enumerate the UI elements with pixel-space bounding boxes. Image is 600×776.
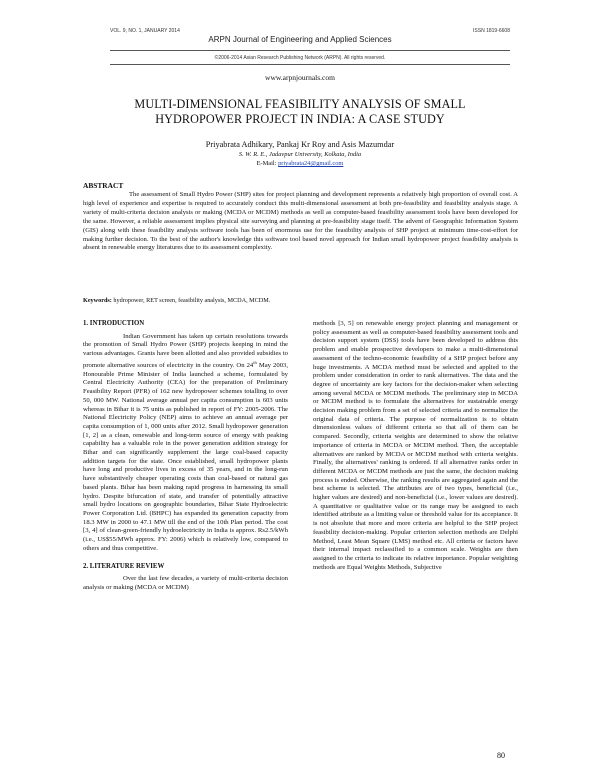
section-heading-introduction: 1. INTRODUCTION [83,320,145,327]
title-line-2: HYDROPOWER PROJECT IN INDIA: A CASE STUDY [155,112,445,126]
left-column [83,320,288,593]
page-number: 80 [497,751,505,760]
journal-website[interactable]: www.arpnjournals.com [265,73,335,82]
intro-superscript: th [253,359,257,365]
keywords-text: hydropower, RET screen, feasibility analysis, MCDA, MCDM. [111,297,271,304]
issn: ISSN 1819-6608 [473,28,510,34]
literature-paragraph: Over the last few decades, a variety of multi-criteria decision analysis or making (MCDA or MCDM) [83,575,288,591]
abstract-heading: ABSTRACT [83,181,124,190]
section-heading-literature-review: 2. LITERATURE REVIEW [83,562,165,570]
title-line-1: MULTI-DIMENSIONAL FEASIBILITY ANALYSIS OF SMALL [134,97,466,111]
introduction-paragraph [83,333,288,554]
volume-info: VOL. 9, NO. 1, JANUARY 2014 [110,28,180,34]
abstract-text: The assessment of Small Hydro Power (SHP) sites for project planning and development represents a relatively high proportion of overall cost. A high level of experience and expertise is required to accurately conduct this multi-dimensional assessment at both pre-feasibility and feasibility analysis stage. A variety of multi-criteria decision analysis or making (MCDA or MCDM) methods as well as computer-based feasibility assessment tools have been developed for the same. However, a reliable assessment implies physical site surveying and planning at pre-feasibility stage itself. The advent of Geographic Information System (GIS) along with these feasibility analysis software tools has been of enormous use for the feasibility analysis of SHP project at minimum time-cost-effort for making further decision. To the best of the author's knowledge this software tool based novel approach for Indian small hydropower project feasibility analysis is absent in renewable energy literatures due to its assessment complexity. [83,191,518,252]
right-column-paragraph: methods [3, 5] on renewable energy project planning and management or policy assessment as well as computer-based feasibility assessment tools and decision support system (DSS) tools have been developed to address this problem and enable prospective developers to make a multi-dimensional assessment of the techno-economic feasibility of a SHP project before any huge investments. A MCDA method must be selected and applied to the problem under consideration in order to rank alternatives. The data and the degree of uncertainty are key factors for the decision-maker when selecting among several MCDA or MCDM methods. The preliminary step in MCDA or MCDM method is to formulate the alternatives for sustainable energy decision making problem from a set of selected criteria and to normalize the original data of criteria. The purpose of normalization is to obtain dimensionless values of different criteria so that all of them can be compared. Secondly, criteria weights are determined to show the relative importance of criteria in MCDA or MCDM method. Then, the acceptable alternatives are ranked by MCDA or MCDM method with criteria weights. Finally, the alternatives' ranking is ordered. If all alternative ranks order in different MCDA or MCDM methods are just the same, the decision making process is ended. Otherwise, the ranking results are aggregated again and the best scheme is selected. The attributes are of two types, beneficial (i.e., higher values are desired) and non-beneficial (i.e., lower values are desired). A quantitative or qualitative value or its range may be assigned to each identified attribute as a limiting value or threshold value for its acceptance. It is not absolute that more and more criteria are helpful to the SHP project feasibility decision-making. Popular criterion selection methods are Delphi Method, Least Mean Square (LMS) method etc. All criteria or factors have their internal impact reclassified to a common scale. Weights are then assigned to the criteria to indicate its relative importance. Popular weighting methods are Equal Weights Methods, Subjective [313,320,518,571]
header-rule-top [110,50,510,51]
email-label: E-Mail: [256,160,279,167]
intro-text-a: Indian Government has taken up certain resolutions towards the promotion of Small Hydro Power (SHP) projects keeping in mind the various advantages. Grants have been allotted and also provided subsidies to promote alternative sources of electricity in the country. On 24 [83,332,288,370]
intro-text-b: May 2003, Honourable Prime Minister of India launched a scheme, formulated by Central Electricity Authority (CEA) for the preparation of Preliminary Feasibility Report (PFR) of 162 new hydropower schemes totalling to over 50, 000 MW. National average annual per capita consumption is 603 units whereas in Bihar it is 75 units as published in report of FY: 2005-2006. The National Electricity Policy (NEP) aims to achieve an annual average per capita consumption of 1, 000 units after 2012. Small hydropower generation [1, 2] as a clean, renewable and long-term source of energy with peaking capability has a valuable role in the power generation addition strategy for Bihar and can significantly supplement the large coal-based capacity addition targets for the state. Once established, small hydropower plants have long and productive lives in excess of 35 years, and in the long-run have substantively cheaper operating costs than coal-based or natural gas based plants. Bihar has been making rapid progress in harnessing its small hydro. Despite bifurcation of state, and transfer of potentially attractive small hydro locations on geographic boundaries, Bihar State Hydroelectric Power Corporation Ltd. (BHPC) has expanded its generation capacity from 18.3 MW in 2000 to 47.1 MW till the end of the 10th Plan period. The cost [3, 4] of clean-green-friendly hydroelectricity in India is approx. Rs2.5/kWh (i.e., US$55/MWh approx. FY: 2006) which is relatively low, compared to others and thus competitive. [83,362,289,552]
authors: Priyabrata Adhikary, Pankaj Kr Roy and Asis Mazumdar [205,140,395,149]
paper-title [0,97,600,127]
affiliation: S. W. R. E., Jadavpur University, Kolkata, India [238,151,362,158]
keywords-label: Keywords: [83,297,112,304]
journal-name: ARPN Journal of Engineering and Applied Sciences [208,35,392,44]
header-rule-bottom [110,64,510,65]
keywords [83,297,518,304]
copyright: ©2006-2014 Asian Research Publishing Network (ARPN). All rights reserved. [214,55,386,61]
right-column [313,320,518,572]
email-link[interactable]: priyabrata24@gmail.com [278,160,344,167]
email-line [0,160,600,167]
